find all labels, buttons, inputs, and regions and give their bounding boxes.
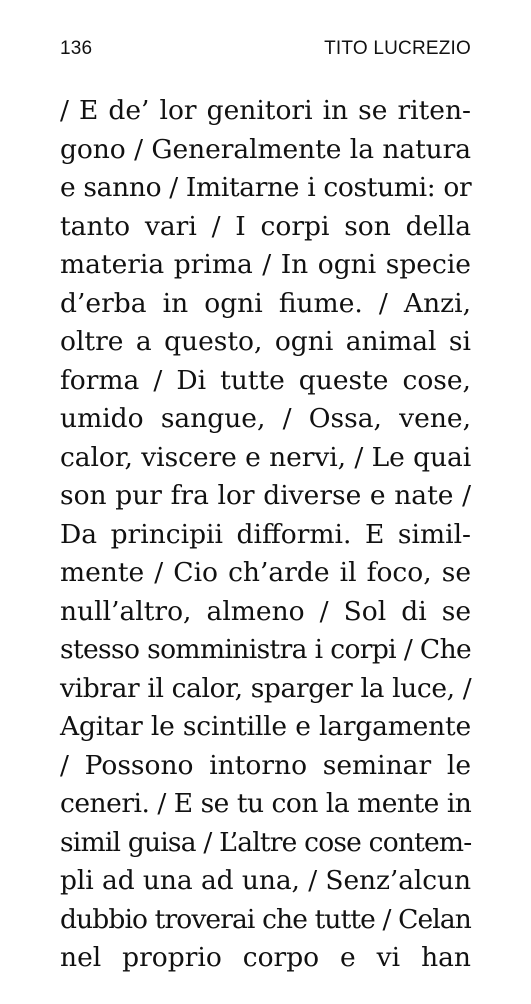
text-line: gono / Generalmente la natura: [60, 133, 471, 165]
text-line: oltre a questo, ogni animal si: [60, 326, 471, 357]
text-line: calor, viscere e nervi, / Le quai: [60, 441, 472, 473]
text-line: d’erba in ogni fiume. / Anzi,: [60, 287, 471, 319]
text-line: null’altro, almeno / Sol di se: [60, 595, 471, 627]
text-line: stesso somministra i corpi / Che: [60, 634, 472, 665]
page-header: [60, 38, 471, 66]
text-line: materia prima / In ogni specie: [60, 249, 471, 280]
body-text: [60, 92, 471, 978]
text-line: e sanno / Imitarne i costumi: or: [60, 172, 472, 203]
text-line: / Possono intorno seminar le: [60, 749, 471, 781]
text-line: pli ad una ad una, / Senz’alcun: [60, 865, 471, 896]
page-number: 136: [60, 38, 93, 59]
text-line: ceneri. / E se tu con la mente in: [60, 788, 472, 819]
text-line: dubbio troverai che tutte / Celan: [60, 903, 471, 935]
text-line: vibrar il calor, sparger la luce, /: [60, 672, 472, 704]
text-line: umido sangue, / Ossa, vene,: [60, 403, 471, 434]
text-line: tanto vari / I corpi son della: [60, 210, 471, 242]
text-line: Agitar le scintille e largamente: [60, 711, 471, 742]
text-line: forma / Di tutte queste cose,: [60, 364, 471, 396]
text-line: simil guisa / L’altre cose contem-: [60, 826, 472, 858]
running-head: TITO LUCREZIO: [324, 38, 471, 59]
text-line: / E de’ lor genitori in se riten-: [60, 95, 471, 126]
text-line: mente / Cio ch’arde il foco, se: [60, 557, 471, 588]
text-line: son pur fra lor diverse e nate /: [60, 480, 471, 511]
text-line: nel proprio corpo e vi han: [60, 942, 471, 973]
text-line: Da principii difformi. E simil-: [60, 518, 471, 550]
